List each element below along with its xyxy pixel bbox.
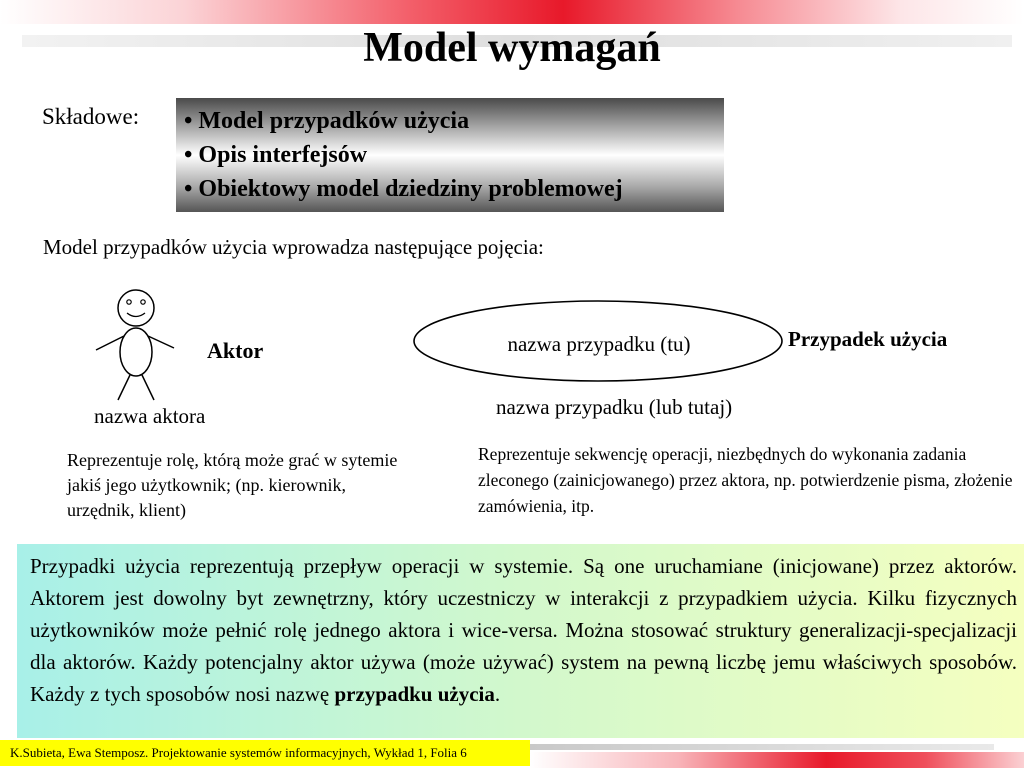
info-box	[17, 544, 1024, 738]
use-case-name-inside: nazwa przypadku (tu)	[507, 332, 691, 356]
intro-text: Model przypadków użycia wprowadza następujące pojęcia:	[43, 235, 544, 259]
top-decorative-bar	[0, 0, 1024, 24]
actor-description: Reprezentuje rolę, którą może grać w sytemie jakiś jego użytkownik; (np. kierownik, urzędnik, klient)	[67, 450, 398, 520]
footer-citation: K.Subieta, Ewa Stemposz. Projektowanie systemów informacyjnych, Wykład 1, Folia 6	[10, 745, 467, 760]
info-end: .	[494, 682, 501, 706]
components-box	[176, 98, 724, 212]
use-case-name-below: nazwa przypadku (lub tutaj)	[496, 395, 733, 419]
use-case-label: Przypadek użycia	[788, 327, 948, 351]
actor-name: nazwa aktora	[94, 404, 206, 428]
footer-stripe	[530, 744, 994, 750]
actor-stick-figure-icon	[90, 286, 190, 402]
info-text: Przypadki użycia reprezentują przepływ operacji w systemie. Są one uruchamiane (inicjowane) przez aktorów. Aktorem jest dowolny byt zewnętrzny, który uczestniczy w interakcji z przypadkiem użycia. Kilku fizycznych użytkowników może pełnić rolę jednego aktora i wice-versa. Można stosować struktury generalizacji-specjalizacji dla aktorów. Każdy potencjalny aktor używa (może używać) system na pewną liczbę jemu właściwych sposobów. Każdy z tych sposobów nosi nazwę	[30, 554, 1017, 706]
component-item: • Opis interfejsów	[184, 142, 368, 168]
use-case-description: Reprezentuje sekwencję operacji, niezbędnych do wykonania zadania zleconego (zainicjowanego) przez aktora, np. potwierdzenie pisma, złożenie zamówienia, itp.	[478, 444, 1013, 516]
slide-title: Model wymagań	[363, 25, 661, 71]
components-label: Składowe:	[42, 104, 140, 129]
info-emphasis: przypadku użycia	[334, 682, 495, 706]
component-item: • Model przypadków użycia	[184, 108, 470, 134]
info-paragraph	[30, 550, 1017, 710]
actor-label: Aktor	[207, 338, 264, 363]
footer-decorative-bar	[530, 752, 1024, 768]
component-item: • Obiektowy model dziedziny problemowej	[184, 176, 623, 202]
